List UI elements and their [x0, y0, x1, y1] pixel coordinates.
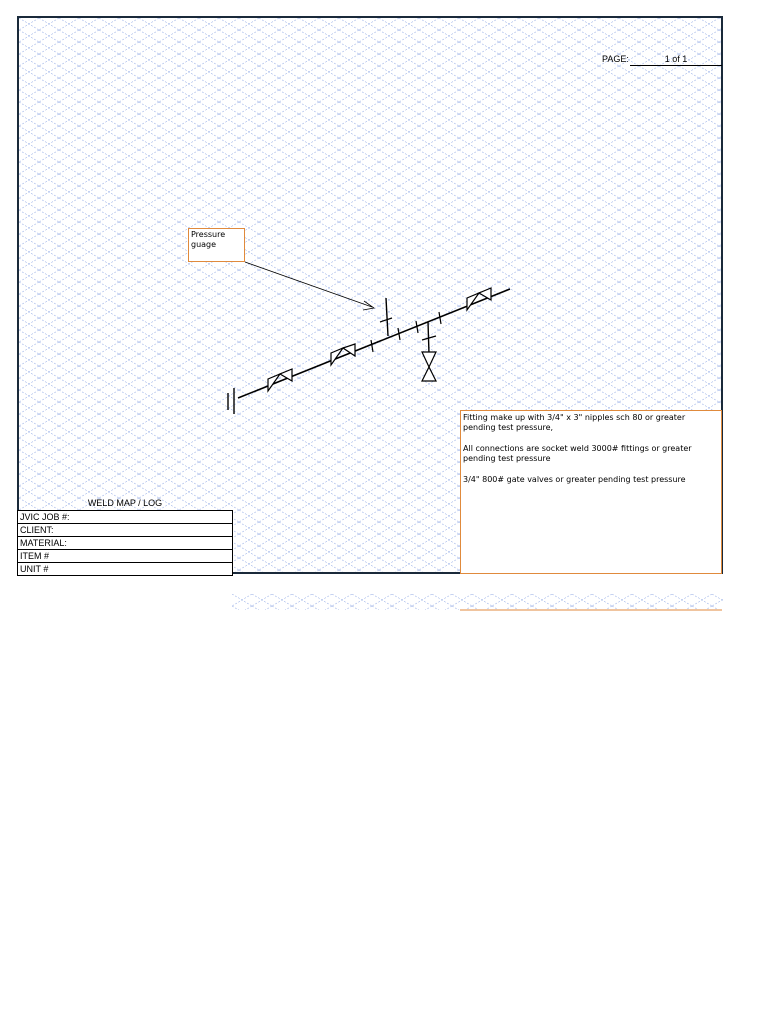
pressure-gauge-callout	[188, 228, 245, 262]
weld-log-title: WELD MAP / LOG	[87, 498, 163, 508]
weld-log-row: ITEM #	[18, 550, 232, 563]
gate-valve	[467, 288, 491, 310]
callout-label-line1: Pressure	[191, 230, 226, 239]
callout-leader	[245, 262, 372, 307]
weld-log-row: CLIENT:	[18, 524, 232, 537]
gauge-tick	[380, 318, 392, 322]
weld-log-row: JVIC JOB #:	[18, 511, 232, 524]
gate-valve	[268, 369, 292, 391]
notes-box	[460, 410, 722, 574]
note-line: 3/4" 800# gate valves or greater pending test pressure	[463, 475, 686, 484]
callout-label-line2: guage	[191, 240, 217, 249]
page-value: 1 of 1	[630, 54, 722, 66]
page-label: PAGE:	[602, 54, 629, 64]
drain-gate-valve	[422, 352, 436, 381]
note-line: Fitting make up with 3/4" x 3" nipples sch 80 or greater pending test pressure,	[463, 413, 686, 432]
weld-log-row: MATERIAL:	[18, 537, 232, 550]
grid-overflow-strip	[232, 594, 724, 614]
note-line: All connections are socket weld 3000# fittings or greater pending test pressure	[463, 444, 692, 463]
weld-log-table	[17, 510, 233, 576]
gauge-branch	[386, 298, 388, 336]
weld-log-row: UNIT #	[20, 564, 49, 574]
gate-valve	[331, 344, 355, 365]
weld-marks	[371, 312, 441, 352]
